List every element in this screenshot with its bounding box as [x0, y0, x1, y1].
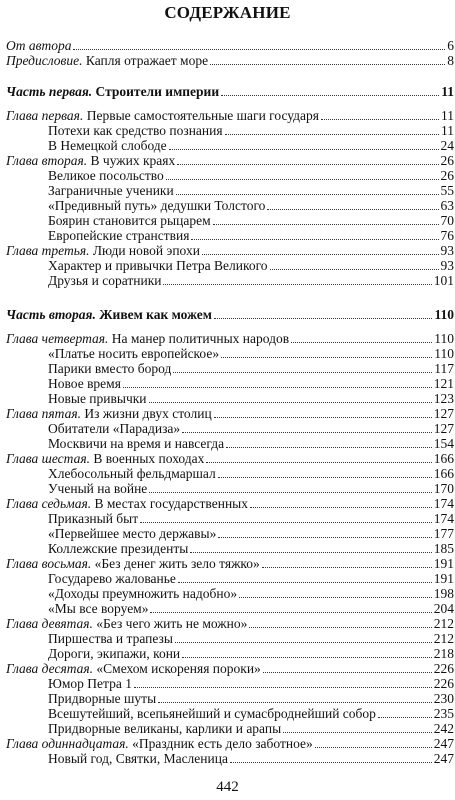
toc-entry-text	[6, 616, 247, 631]
toc-entry-title: «Мы все воруем»	[48, 601, 149, 616]
toc-entry-title: Пиршества и трапезы	[48, 631, 173, 646]
toc-entry-prefix: Глава четвертая.	[6, 331, 109, 346]
toc-entry-text	[6, 331, 289, 346]
toc-entry-title: «Без денег жить зело тяжко»	[91, 556, 260, 571]
toc-entry-title: На манер политичных народов	[108, 331, 290, 346]
toc-entry-text	[48, 751, 228, 766]
toc-entry-text	[48, 436, 224, 451]
toc-entry-text	[48, 481, 147, 496]
toc-page-number: 127	[433, 406, 454, 421]
toc-page-number: 170	[433, 481, 454, 496]
toc-entry-text	[6, 496, 248, 511]
dot-leader	[221, 357, 432, 358]
toc-page-number: 230	[433, 691, 454, 706]
dot-leader	[321, 119, 439, 120]
toc-subentry	[6, 541, 454, 556]
toc-entry-text	[48, 198, 265, 213]
toc-entry-prefix: Глава первая.	[6, 108, 84, 123]
dot-leader	[239, 597, 432, 598]
dot-leader	[378, 717, 432, 718]
toc-entry-title: Друзья и соратники	[48, 273, 162, 288]
dot-leader	[210, 64, 445, 65]
toc-entry-title: «Доходы преумножить надобно»	[48, 586, 238, 601]
toc-subentry	[6, 481, 454, 496]
part-one-heading	[6, 84, 454, 99]
toc-page-number: 226	[433, 676, 454, 691]
toc-entry-title: Первые самостоятельные шаги государя	[83, 108, 319, 123]
toc-subentry	[6, 586, 454, 601]
dot-leader	[270, 269, 439, 270]
toc-entry-text	[48, 123, 223, 138]
toc-entry-text	[48, 361, 171, 376]
toc-subentry	[6, 721, 454, 736]
toc-subentry	[6, 228, 454, 243]
toc-page-number: 174	[433, 511, 454, 526]
toc-page-number: 110	[434, 346, 454, 361]
toc-entry-title: «Без чего жить не можно»	[92, 616, 248, 631]
toc-page-number: 24	[440, 138, 454, 153]
toc-entry-title: Юмор Петра 1	[48, 676, 132, 691]
toc-chapter-entry	[6, 38, 454, 53]
toc-entry-title: Капля отражает море	[82, 53, 209, 68]
toc-part-entry	[6, 307, 454, 322]
toc-entry-text	[48, 586, 237, 601]
dot-leader	[169, 149, 439, 150]
dot-leader	[140, 522, 432, 523]
toc-page-number: 235	[433, 706, 454, 721]
toc-page-number: 11	[441, 123, 454, 138]
toc-page-number: 93	[440, 243, 454, 258]
toc-subentry	[6, 631, 454, 646]
toc-subentry	[6, 376, 454, 391]
toc-subentry	[6, 346, 454, 361]
dot-leader	[225, 134, 439, 135]
dot-leader	[250, 507, 432, 508]
toc-entry-text	[6, 38, 71, 53]
toc-entry-title: Живем как можем	[95, 307, 212, 322]
toc-entry-title: Москвичи на время и навсегда	[48, 436, 225, 451]
toc-page-number: 212	[433, 631, 454, 646]
dot-leader	[134, 687, 432, 688]
toc-entry-text	[6, 556, 260, 571]
toc-page-number: 242	[433, 721, 454, 736]
toc-entry-text	[6, 243, 200, 258]
dot-leader	[206, 462, 431, 463]
dot-leader	[175, 642, 432, 643]
dot-leader	[226, 447, 432, 448]
toc-chapter-entry	[6, 616, 454, 631]
toc-entry-title: Дороги, экипажи, кони	[48, 646, 181, 661]
front-matter	[6, 38, 454, 68]
toc-page-number: 212	[433, 616, 454, 631]
toc-entry-text	[48, 466, 216, 481]
toc-chapter-entry	[6, 331, 454, 346]
toc-entry-title: Великое посольство	[48, 168, 164, 183]
toc-entry-prefix: Предисловие.	[6, 53, 83, 68]
toc-page-number: 101	[433, 273, 454, 288]
toc-entry-text	[48, 391, 147, 406]
toc-entry-title: «Праздник есть дело заботное»	[128, 736, 313, 751]
toc-entry-text	[48, 721, 281, 736]
toc-entry-text	[6, 153, 175, 168]
toc-entry-prefix: Глава одиннадцатая.	[6, 736, 129, 751]
toc-entry-title: В местах государственных	[91, 496, 248, 511]
dot-leader	[149, 492, 431, 493]
toc-entry-title: Люди новой эпохи	[89, 243, 200, 258]
toc-entry-prefix: Глава шестая.	[6, 451, 90, 466]
dot-leader	[213, 224, 439, 225]
toc-entry-text	[6, 84, 219, 99]
toc-page-number: 76	[440, 228, 454, 243]
dot-leader	[176, 194, 439, 195]
toc-chapter-entry	[6, 451, 454, 466]
dot-leader	[218, 537, 431, 538]
toc-page-number: 70	[440, 213, 454, 228]
dot-leader	[230, 762, 432, 763]
toc-page-number: 191	[433, 556, 454, 571]
toc-entry-text	[48, 273, 161, 288]
toc-entry-text	[6, 451, 204, 466]
toc-subentry	[6, 676, 454, 691]
toc-subentry	[6, 168, 454, 183]
toc-page-number: 154	[433, 436, 454, 451]
toc-subentry	[6, 421, 454, 436]
toc-page-number: 26	[440, 168, 454, 183]
toc-part-entry	[6, 84, 454, 99]
toc-entry-text	[48, 376, 121, 391]
toc-entry-text	[48, 706, 376, 721]
toc-entry-title: «Платье носить европейское»	[48, 346, 220, 361]
toc-entry-text	[48, 183, 174, 198]
dot-leader	[214, 318, 433, 319]
toc-entry-prefix: Глава третья.	[6, 243, 90, 258]
toc-page-number: 166	[433, 466, 454, 481]
dot-leader	[263, 672, 432, 673]
table-of-contents	[6, 38, 454, 766]
toc-subentry	[6, 436, 454, 451]
toc-entry-title: В Немецкой слободе	[48, 138, 167, 153]
dot-leader	[166, 179, 439, 180]
dot-leader	[262, 567, 432, 568]
toc-page-number: 26	[440, 153, 454, 168]
toc-page-number: 121	[433, 376, 454, 391]
dot-leader	[191, 239, 438, 240]
toc-chapter-entry	[6, 496, 454, 511]
toc-page-number: 198	[433, 586, 454, 601]
dot-leader	[177, 164, 438, 165]
dot-leader	[202, 254, 439, 255]
toc-page-number: 110	[434, 307, 454, 322]
page-number: 442	[216, 779, 239, 795]
toc-subentry	[6, 691, 454, 706]
toc-entry-title: Ученый на войне	[48, 481, 148, 496]
dot-leader	[214, 417, 432, 418]
dot-leader	[178, 582, 432, 583]
toc-page-number: 166	[433, 451, 454, 466]
toc-entry-text	[6, 406, 212, 421]
toc-subentry	[6, 361, 454, 376]
toc-page-number: 63	[440, 198, 454, 213]
toc-entry-text	[48, 676, 132, 691]
toc-page-number: 218	[433, 646, 454, 661]
toc-page-number: 191	[433, 571, 454, 586]
toc-entry-text	[48, 601, 148, 616]
toc-entry-title: В военных походах	[89, 451, 205, 466]
toc-page-number: 11	[441, 108, 454, 123]
toc-subentry	[6, 511, 454, 526]
dot-leader	[163, 284, 431, 285]
toc-entry-prefix: Глава седьмая.	[6, 496, 92, 511]
toc-entry-title: Государево жалованье	[48, 571, 176, 586]
dot-leader	[173, 372, 432, 373]
toc-entry-text	[48, 258, 268, 273]
toc-entry-title: Придворные шуты	[48, 691, 157, 706]
dot-leader	[73, 49, 445, 50]
toc-chapter-entry	[6, 556, 454, 571]
toc-subentry	[6, 466, 454, 481]
toc-entry-text	[48, 346, 219, 361]
toc-chapter-entry	[6, 736, 454, 751]
toc-page-number: 123	[433, 391, 454, 406]
dot-leader	[150, 612, 431, 613]
toc-page-number: 117	[434, 361, 454, 376]
toc-entry-title: Боярин становится рыцарем	[48, 213, 211, 228]
toc-subentry	[6, 601, 454, 616]
dot-leader	[291, 342, 432, 343]
toc-entry-text	[48, 571, 176, 586]
toc-chapter-entry	[6, 153, 454, 168]
toc-entry-text	[48, 691, 156, 706]
toc-chapter-entry	[6, 108, 454, 123]
toc-entry-text	[48, 526, 216, 541]
part-one-entries	[6, 108, 454, 288]
toc-entry-text	[6, 661, 261, 676]
toc-entry-text	[48, 631, 173, 646]
toc-entry-title: Новый год, Святки, Масленица	[48, 751, 228, 766]
toc-entry-title: Заграничные ученики	[48, 183, 174, 198]
toc-entry-text	[48, 228, 189, 243]
dot-leader	[249, 627, 431, 628]
toc-subentry	[6, 751, 454, 766]
toc-page-number: 93	[440, 258, 454, 273]
dot-leader	[123, 387, 432, 388]
toc-chapter-entry	[6, 661, 454, 676]
toc-page-number: 174	[433, 496, 454, 511]
dot-leader	[218, 477, 432, 478]
toc-entry-title: Всешутейший, всепьянейший и сумасброднейший собор	[48, 706, 376, 721]
part-two-entries	[6, 331, 454, 766]
toc-entry-text	[48, 168, 164, 183]
toc-subentry	[6, 273, 454, 288]
toc-entry-prefix: От автора	[6, 38, 72, 53]
toc-entry-prefix: Глава десятая.	[6, 661, 94, 676]
toc-entry-text	[48, 138, 167, 153]
toc-chapter-entry	[6, 53, 454, 68]
toc-entry-text	[48, 511, 138, 526]
toc-entry-title: Из жизни двух столиц	[81, 406, 212, 421]
toc-entry-prefix: Глава вторая.	[6, 153, 88, 168]
toc-entry-title: «Первейшее место державы»	[48, 526, 217, 541]
page-title: СОДЕРЖАНИЕ	[164, 3, 291, 22]
toc-entry-text	[6, 307, 212, 322]
toc-entry-title: Придворные великаны, карлики и арапы	[48, 721, 282, 736]
toc-page-number: 177	[433, 526, 454, 541]
toc-entry-text	[48, 646, 180, 661]
toc-subentry	[6, 258, 454, 273]
dot-leader	[190, 552, 431, 553]
toc-subentry	[6, 123, 454, 138]
toc-page-number: 55	[440, 183, 454, 198]
toc-page-number: 226	[433, 661, 454, 676]
part-two-heading	[6, 307, 454, 322]
toc-entry-title: «Предивный путь» дедушки Толстого	[48, 198, 266, 213]
toc-entry-prefix: Часть вторая.	[6, 307, 96, 322]
toc-subentry	[6, 706, 454, 721]
toc-entry-prefix: Часть первая.	[6, 84, 93, 99]
toc-page-number: 247	[433, 751, 454, 766]
toc-entry-title: Обитатели «Парадиза»	[48, 421, 181, 436]
toc-entry-title: Парики вместо бород	[48, 361, 172, 376]
dot-leader	[182, 432, 432, 433]
toc-entry-title: Строители империи	[92, 84, 220, 99]
toc-page-number: 127	[433, 421, 454, 436]
toc-chapter-entry	[6, 243, 454, 258]
toc-entry-title: Приказный быт	[48, 511, 139, 526]
toc-entry-prefix: Глава девятая.	[6, 616, 93, 631]
toc-page-number: 6	[447, 38, 454, 53]
toc-entry-title: Характер и привычки Петра Великого	[48, 258, 268, 273]
toc-entry-text	[6, 53, 208, 68]
toc-page-number: 185	[433, 541, 454, 556]
toc-subentry	[6, 183, 454, 198]
dot-leader	[283, 732, 432, 733]
toc-subentry	[6, 391, 454, 406]
toc-entry-text	[48, 421, 180, 436]
toc-page-number: 8	[447, 53, 454, 68]
toc-page-number: 11	[441, 84, 454, 99]
toc-page-number: 204	[433, 601, 454, 616]
toc-entry-title: Хлебосольный фельдмаршал	[48, 466, 216, 481]
toc-entry-title: «Смехом искореняя пороки»	[93, 661, 261, 676]
toc-entry-title: Новое время	[48, 376, 121, 391]
toc-subentry	[6, 646, 454, 661]
dot-leader	[149, 402, 432, 403]
toc-entry-text	[6, 108, 319, 123]
toc-subentry	[6, 571, 454, 586]
toc-entry-title: Европейские странствия	[48, 228, 190, 243]
toc-entry-prefix: Глава восьмая.	[6, 556, 92, 571]
toc-entry-title: В чужих краях	[87, 153, 176, 168]
dot-leader	[315, 747, 432, 748]
toc-entry-title: Коллежские президенты	[48, 541, 189, 556]
toc-subentry	[6, 213, 454, 228]
toc-entry-text	[48, 213, 211, 228]
toc-entry-title: Потехи как средство познания	[48, 123, 223, 138]
toc-subentry	[6, 138, 454, 153]
dot-leader	[158, 702, 432, 703]
toc-entry-text	[6, 736, 313, 751]
toc-entry-prefix: Глава пятая.	[6, 406, 81, 421]
toc-chapter-entry	[6, 406, 454, 421]
toc-subentry	[6, 198, 454, 213]
toc-page-number: 247	[433, 736, 454, 751]
toc-entry-text	[48, 541, 188, 556]
toc-entry-title: Новые привычки	[48, 391, 147, 406]
toc-subentry	[6, 526, 454, 541]
dot-leader	[267, 209, 438, 210]
dot-leader	[182, 657, 432, 658]
toc-page-number: 110	[434, 331, 454, 346]
dot-leader	[221, 95, 439, 96]
